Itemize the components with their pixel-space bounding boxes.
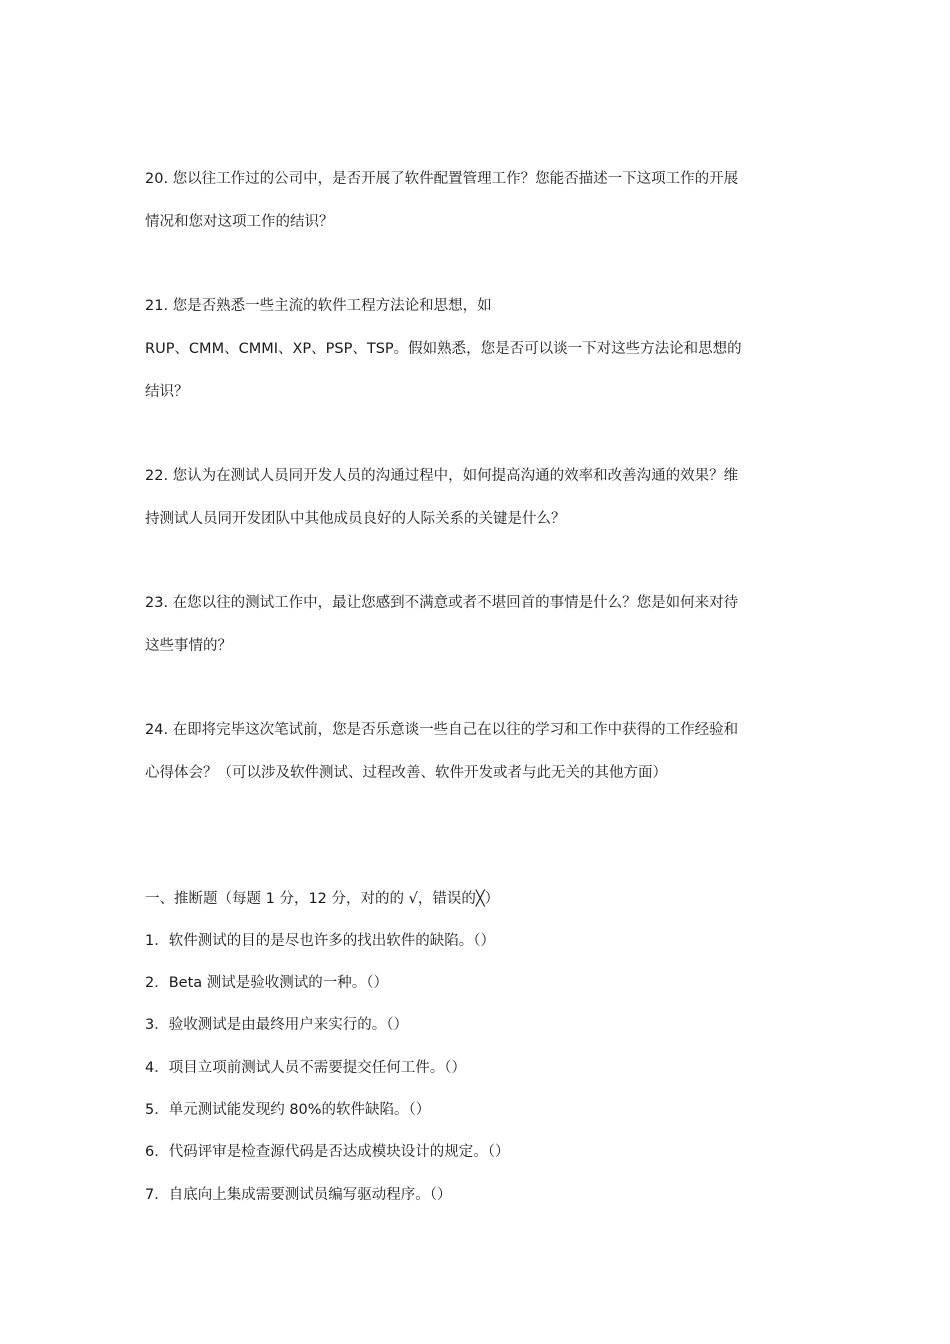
question-22-line-1: 22. 您认为在测试人员同开发人员的沟通过程中，如何提高沟通的效率和改善沟通的效果？维 (145, 468, 739, 484)
question-24-line-1: 24. 在即将完毕这次笔试前，您是否乐意谈一些自己在以往的学习和工作中获得的工作经验和 (145, 722, 739, 738)
judgment-item-4: 4．项目立项前测试人员不需要提交任何工件。（） (145, 1060, 466, 1076)
question-20-line-1: 20. 您以往工作过的公司中，是否开展了软件配置管理工作？您能否描述一下这项工作的开展 (145, 171, 739, 187)
section-heading: 一、推断题（每题 1 分，12 分，对的的 √，错误的╳） (145, 891, 500, 907)
question-21-line-3: 结识？ (145, 384, 189, 400)
judgment-item-7: 7．自底向上集成需要测试员编写驱动程序。（） (145, 1187, 452, 1203)
question-23-line-2: 这些事情的？ (145, 638, 232, 654)
judgment-item-6: 6．代码评审是检查源代码是否达成模块设计的规定。（） (145, 1144, 510, 1160)
judgment-item-5: 5．单元测试能发现约 80%的软件缺陷。（） (145, 1102, 431, 1118)
question-21-line-1: 21. 您是否熟悉一些主流的软件工程方法论和思想，如 (145, 298, 492, 314)
judgment-item-3: 3．验收测试是由最终用户来实行的。（） (145, 1017, 408, 1033)
question-23-line-1: 23. 在您以往的测试工作中，最让您感到不满意或者不堪回首的事情是什么？您是如何来对待 (145, 595, 739, 611)
question-24-line-2: 心得体会？（可以涉及软件测试、过程改善、软件开发或者与此无关的其他方面） (145, 765, 667, 781)
question-20-line-2: 情况和您对这项工作的结识？ (145, 214, 334, 230)
question-21-line-2: RUP、CMM、CMMI、XP、PSP、TSP。假如熟悉，您是否可以谈一下对这些方法论和思想的 (145, 341, 742, 357)
judgment-item-1: 1．软件测试的目的是尽也许多的找出软件的缺陷。（） (145, 933, 495, 949)
question-22-line-2: 持测试人员同开发团队中其他成员良好的人际关系的关键是什么？ (145, 511, 566, 527)
judgment-item-2: 2．Beta 测试是验收测试的一种。（） (145, 975, 389, 991)
